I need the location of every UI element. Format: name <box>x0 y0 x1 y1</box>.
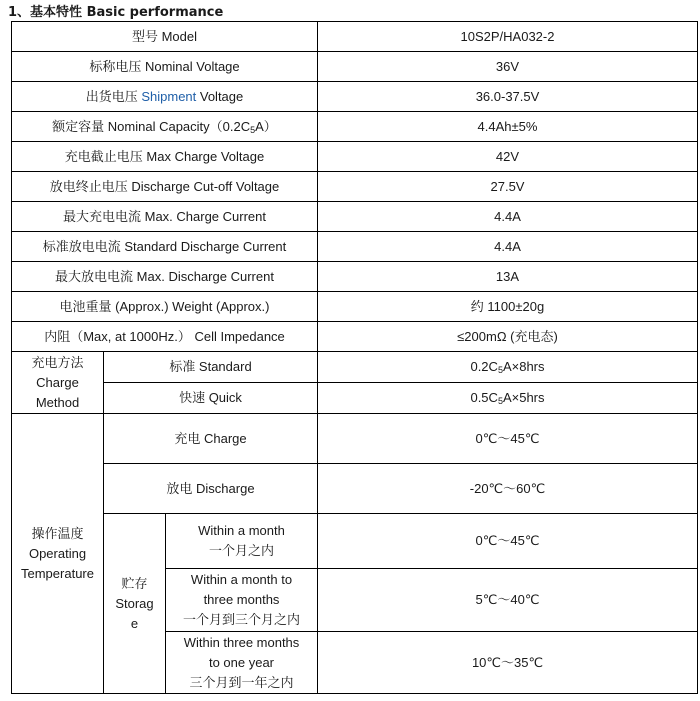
storage-label-en1: Storag <box>115 595 154 611</box>
storage-three-months-line1: Within a month to <box>190 572 293 587</box>
nominal-voltage-value: 36V <box>318 52 698 82</box>
shipment-voltage-label-cn: 出货电压 <box>85 88 142 104</box>
shipment-voltage-label-tail: Voltage <box>196 88 244 104</box>
operating-temp-label <box>12 414 104 694</box>
weight-value: 约 1100±20g <box>318 292 698 322</box>
charge-method-label-en2: Method <box>35 394 80 410</box>
charge-standard-label: 标准 Standard <box>104 352 318 383</box>
standard-discharge-label: 标准放电电流 Standard Discharge Current <box>12 232 318 262</box>
nominal-capacity-label-sub: 5 <box>250 124 256 135</box>
charge-quick-value-sub: 5 <box>497 396 503 406</box>
max-discharge-value: 13A <box>318 262 698 292</box>
table-row <box>12 202 698 232</box>
storage-label-en2: e <box>130 615 139 631</box>
operating-temp-label-cn: 操作温度 <box>31 525 84 541</box>
storage-year-label <box>166 632 318 694</box>
storage-three-months-label <box>166 569 318 632</box>
weight-label: 电池重量 (Approx.) Weight (Approx.) <box>12 292 318 322</box>
impedance-label: 内阻（Max, at 1000Hz.） Cell Impedance <box>12 322 318 352</box>
table-row <box>12 262 698 292</box>
temp-charge-label: 充电 Charge <box>104 414 318 464</box>
table-row <box>12 383 698 414</box>
table-row <box>12 292 698 322</box>
storage-month-line1: Within a month <box>198 523 285 538</box>
storage-three-months-line3: 一个月到三个月之内 <box>182 612 300 627</box>
table-row <box>12 232 698 262</box>
operating-temp-label-en2: Temperature <box>21 565 94 581</box>
storage-three-months-value: 5℃～40℃ <box>318 569 698 632</box>
charge-standard-value-post: A×8hrs <box>502 359 545 374</box>
table-row <box>12 464 698 514</box>
table-row <box>12 112 698 142</box>
standard-discharge-value: 4.4A <box>318 232 698 262</box>
charge-quick-label: 快速 Quick <box>104 383 318 414</box>
storage-label <box>104 514 166 694</box>
table-row <box>12 352 698 383</box>
table-row <box>12 142 698 172</box>
nominal-capacity-label-pre: 额定容量 Nominal Capacity（0.2C <box>52 118 251 134</box>
charge-standard-value-pre: 0.2C <box>470 359 498 374</box>
storage-year-value: 10℃～35℃ <box>318 632 698 694</box>
storage-year-line1: Within three months <box>183 634 300 650</box>
charge-quick-value <box>318 383 698 414</box>
table-row <box>12 414 698 464</box>
max-discharge-label: 最大放电电流 Max. Discharge Current <box>12 262 318 292</box>
charge-quick-value-pre: 0.5C <box>470 390 498 405</box>
storage-year-line3: 三个月到一年之内 <box>189 674 294 690</box>
nominal-capacity-label-post: A） <box>255 118 277 134</box>
max-charge-current-value: 4.4A <box>318 202 698 232</box>
charge-method-label <box>12 352 104 414</box>
table-row <box>12 172 698 202</box>
storage-three-months-line2: three months <box>203 592 280 607</box>
shipment-voltage-label-en: Shipment <box>141 88 197 104</box>
charge-method-label-en1: Charge <box>36 374 79 390</box>
charge-method-label-cn: 充电方法 <box>31 354 84 370</box>
model-label: 型号 Model <box>12 22 318 52</box>
section-heading: 1、基本特性 Basic performance <box>8 5 224 20</box>
shipment-voltage-value: 36.0-37.5V <box>318 82 698 112</box>
table-row <box>12 82 698 112</box>
storage-label-cn: 贮存 <box>121 575 148 591</box>
spec-table <box>11 21 698 694</box>
max-charge-voltage-label: 充电截止电压 Max Charge Voltage <box>12 142 318 172</box>
storage-year-line2: to one year <box>208 654 275 670</box>
storage-month-line2: 一个月之内 <box>208 543 274 558</box>
nominal-capacity-label <box>12 112 318 142</box>
shipment-voltage-label <box>12 82 318 112</box>
discharge-cutoff-label: 放电终止电压 Discharge Cut-off Voltage <box>12 172 318 202</box>
storage-month-value: 0℃～45℃ <box>318 514 698 569</box>
nominal-voltage-label: 标称电压 Nominal Voltage <box>12 52 318 82</box>
table-row <box>12 52 698 82</box>
charge-standard-value-sub: 5 <box>497 365 503 375</box>
nominal-capacity-value: 4.4Ah±5% <box>318 112 698 142</box>
max-charge-voltage-value: 42V <box>318 142 698 172</box>
charge-standard-value <box>318 352 698 383</box>
impedance-value: ≤200mΩ (充电态) <box>318 322 698 352</box>
operating-temp-label-en1: Operating <box>28 545 87 561</box>
max-charge-current-label: 最大充电电流 Max. Charge Current <box>12 202 318 232</box>
charge-quick-value-post: A×5hrs <box>502 390 545 405</box>
table-row <box>12 322 698 352</box>
storage-month-label <box>166 514 318 569</box>
table-row <box>12 514 698 569</box>
temp-discharge-value: -20℃～60℃ <box>318 464 698 514</box>
temp-charge-value: 0℃～45℃ <box>318 414 698 464</box>
discharge-cutoff-value: 27.5V <box>318 172 698 202</box>
temp-discharge-label: 放电 Discharge <box>104 464 318 514</box>
model-value: 10S2P/HA032-2 <box>318 22 698 52</box>
table-row <box>12 22 698 52</box>
